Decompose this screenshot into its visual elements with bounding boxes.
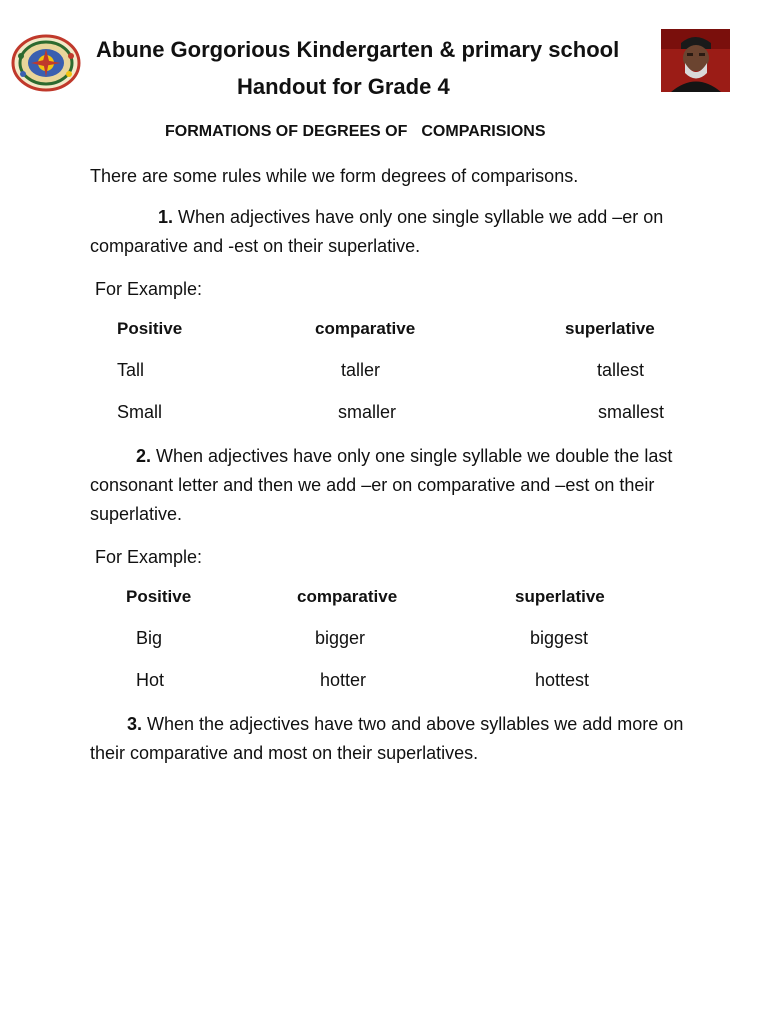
table1-header-superlative: superlative bbox=[565, 319, 655, 338]
table1-row2-positive: Small bbox=[117, 402, 163, 422]
rule-1 bbox=[90, 203, 690, 261]
rule-1-text: When adjectives have only one single syllable we add –er on comparative and -est on their superlative. bbox=[90, 207, 664, 256]
table1-header-comparative: comparative bbox=[315, 319, 416, 338]
section-heading-part1: FORMATIONS OF DEGREES OF bbox=[165, 123, 408, 140]
table2-header-positive: Positive bbox=[126, 587, 192, 606]
table1-row1-positive: Tall bbox=[117, 360, 145, 380]
rule-2-number: 2. bbox=[136, 446, 152, 466]
school-name: Abune Gorgorious Kindergarten & primary school bbox=[96, 37, 620, 62]
table2-header-superlative: superlative bbox=[515, 587, 605, 606]
section-heading bbox=[165, 123, 546, 141]
table2-row1-comparative: bigger bbox=[315, 628, 366, 648]
table1-row2-comparative: smaller bbox=[338, 402, 397, 422]
table1-row2-superlative: smallest bbox=[598, 402, 665, 422]
school-logo bbox=[11, 34, 81, 92]
rule-2 bbox=[90, 442, 690, 529]
handout-title: Handout for Grade 4 bbox=[237, 74, 450, 99]
rule-2-text: When adjectives have only one single syllable we double the last consonant letter and then we add –er on comparative and –est on their superlative. bbox=[90, 446, 673, 524]
section-heading-part2: COMPARISIONS bbox=[421, 123, 546, 140]
table2-row1-positive: Big bbox=[136, 628, 163, 648]
table2-header-comparative: comparative bbox=[297, 587, 398, 606]
rule-3-text: When the adjectives have two and above syllables we add more on their comparative and most on their superlatives. bbox=[90, 714, 684, 763]
rule-3 bbox=[90, 710, 690, 768]
rule-1-number: 1. bbox=[158, 207, 174, 227]
table2-row2-positive: Hot bbox=[136, 670, 165, 690]
table1-row1-superlative: tallest bbox=[597, 360, 645, 380]
example-label-1: For Example: bbox=[95, 279, 203, 299]
table1-header-positive: Positive bbox=[117, 319, 183, 338]
saint-portrait-image bbox=[661, 29, 730, 92]
table2-row2-comparative: hotter bbox=[320, 670, 367, 690]
intro-text: There are some rules while we form degrees of comparisons. bbox=[90, 166, 579, 186]
table2-row1-superlative: biggest bbox=[530, 628, 589, 648]
table2-row2-superlative: hottest bbox=[535, 670, 590, 690]
example-label-2: For Example: bbox=[95, 547, 203, 567]
rule-3-number: 3. bbox=[127, 714, 143, 734]
table1-row1-comparative: taller bbox=[341, 360, 381, 380]
